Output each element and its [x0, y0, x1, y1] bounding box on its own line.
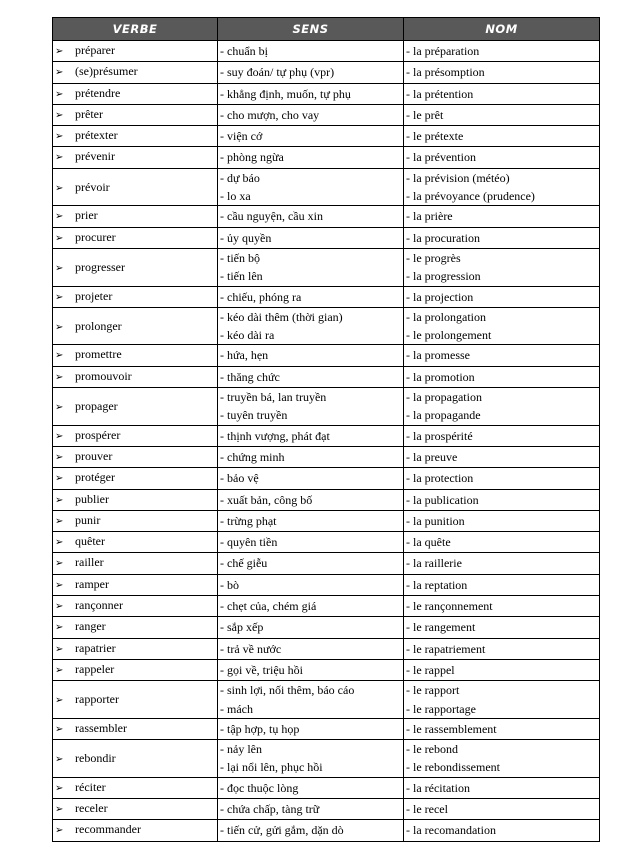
nom-cell [404, 468, 600, 489]
nom-line: - la quête [406, 535, 451, 550]
verb-text: préparer [75, 43, 115, 57]
verb-cell [53, 227, 218, 248]
nom-cell [404, 425, 600, 446]
verb-cell [53, 617, 218, 638]
verb-cell [53, 553, 218, 574]
nom-line: - le rebondissement [406, 760, 500, 775]
verb-cell [53, 345, 218, 366]
nom-cell [404, 718, 600, 739]
verb-text: prospérer [75, 427, 121, 442]
verb-text: recommander [75, 822, 141, 837]
verb-cell [53, 798, 218, 819]
nom-line: - la publication [406, 492, 479, 507]
sens-cell [218, 147, 404, 168]
verb-text: ranger [75, 619, 106, 634]
sens-line: - trừng phạt [220, 513, 277, 528]
table-row [53, 168, 600, 206]
verb-text: rançonner [75, 598, 123, 613]
table-row [53, 62, 600, 83]
sens-cell [218, 638, 404, 659]
nom-line: - la récitation [406, 780, 470, 795]
sens-line: - dự báo [220, 170, 260, 185]
nom-line: - la présomption [406, 65, 485, 80]
nom-cell [404, 681, 600, 719]
table-row [53, 83, 600, 104]
sens-line: - chế giễu [220, 556, 268, 571]
table-row [53, 307, 600, 345]
arrow-bullet-icon: ➢ [55, 291, 64, 303]
verb-text: procurer [75, 229, 116, 244]
verb-text: protéger [75, 470, 115, 485]
verb-cell [53, 681, 218, 719]
table-row [53, 574, 600, 595]
sens-line: - quyên tiền [220, 535, 278, 550]
nom-line: - le recel [406, 801, 448, 816]
arrow-bullet-icon: ➢ [55, 537, 64, 549]
arrow-bullet-icon: ➢ [55, 579, 64, 591]
table-row [53, 718, 600, 739]
nom-cell [404, 227, 600, 248]
table-row [53, 147, 600, 168]
table-row [53, 388, 600, 426]
table-row [53, 446, 600, 467]
nom-line: - la prévoyance (prudence) [406, 189, 535, 204]
nom-cell [404, 777, 600, 798]
nom-cell [404, 798, 600, 819]
sens-line: - tiến lên [220, 269, 263, 284]
table-row [53, 617, 600, 638]
nom-line: - la preuve [406, 449, 458, 464]
arrow-bullet-icon: ➢ [55, 152, 64, 164]
nom-cell [404, 248, 600, 286]
nom-line: - la propagande [406, 408, 481, 423]
nom-cell [404, 638, 600, 659]
table-row [53, 468, 600, 489]
sens-line: - hứa, hẹn [220, 348, 269, 363]
nom-line: - le progrès [406, 250, 461, 265]
verb-text: rebondir [75, 750, 116, 765]
nom-line: - la préparation [406, 44, 480, 58]
table-row [53, 286, 600, 307]
nom-cell [404, 553, 600, 574]
sens-cell [218, 659, 404, 680]
verb-text: rassembler [75, 720, 127, 735]
nom-line: - la protection [406, 471, 474, 486]
verb-cell [53, 62, 218, 83]
table-row [53, 126, 600, 147]
arrow-bullet-icon: ➢ [55, 46, 64, 57]
nom-cell [404, 62, 600, 83]
sens-line: - chứng minh [220, 449, 285, 464]
sens-line: - chuẩn bị [220, 44, 268, 58]
sens-line: - xuất bản, công bố [220, 492, 313, 507]
nom-cell [404, 104, 600, 125]
sens-cell [218, 62, 404, 83]
sens-line: - truyền bá, lan truyền [220, 390, 327, 405]
table-header-row [53, 18, 600, 41]
nom-line: - le prétexte [406, 129, 464, 144]
sens-line: - tiến cử, gửi gắm, dặn dò [220, 823, 344, 838]
nom-cell [404, 83, 600, 104]
table-row [53, 596, 600, 617]
sens-cell [218, 681, 404, 719]
nom-line: - la promesse [406, 348, 470, 363]
sens-line: - mách [220, 701, 253, 716]
table-row [53, 425, 600, 446]
sens-cell [218, 718, 404, 739]
verb-cell [53, 366, 218, 387]
nom-cell [404, 740, 600, 778]
table-row [53, 206, 600, 227]
verb-text: réciter [75, 779, 106, 794]
sens-line: - cho mượn, cho vay [220, 107, 320, 122]
nom-line: - la recomandation [406, 823, 496, 838]
arrow-bullet-icon: ➢ [55, 232, 64, 244]
nom-cell [404, 659, 600, 680]
sens-cell [218, 286, 404, 307]
arrow-bullet-icon: ➢ [55, 109, 64, 121]
verb-cell [53, 820, 218, 841]
verb-text: prouver [75, 448, 113, 463]
sens-line: - khẳng định, muốn, tự phụ [220, 86, 351, 101]
sens-cell [218, 446, 404, 467]
sens-line: - tập hợp, tụ họp [220, 721, 300, 736]
arrow-bullet-icon: ➢ [55, 664, 64, 676]
verb-cell [53, 468, 218, 489]
nom-cell [404, 168, 600, 206]
verb-cell [53, 206, 218, 227]
nom-line: - le rapportage [406, 701, 476, 716]
nom-line: - la promotion [406, 369, 475, 384]
nom-line: - la procuration [406, 230, 480, 245]
table-row [53, 510, 600, 531]
nom-cell [404, 446, 600, 467]
verb-cell [53, 388, 218, 426]
sens-cell [218, 168, 404, 206]
sens-cell [218, 596, 404, 617]
sens-cell [218, 798, 404, 819]
table-row [53, 227, 600, 248]
nom-cell [404, 345, 600, 366]
sens-line: - chứa chấp, tàng trữ [220, 801, 320, 816]
verb-cell [53, 489, 218, 510]
verb-text: prétexter [75, 128, 118, 143]
sens-cell [218, 248, 404, 286]
verb-cell [53, 532, 218, 553]
verb-text: promettre [75, 347, 122, 362]
nom-line: - la prolongation [406, 309, 486, 324]
sens-cell [218, 617, 404, 638]
table-row [53, 638, 600, 659]
arrow-bullet-icon: ➢ [55, 67, 64, 79]
verb-cell [53, 777, 218, 798]
table-row [53, 820, 600, 841]
arrow-bullet-icon: ➢ [55, 430, 64, 442]
nom-line: - le rangement [406, 620, 476, 635]
verb-text: punir [75, 512, 101, 527]
arrow-bullet-icon: ➢ [55, 131, 64, 143]
nom-line: - la prière [406, 209, 453, 224]
table-row [53, 798, 600, 819]
verb-cell [53, 168, 218, 206]
sens-line: - viện cớ [220, 129, 263, 144]
verb-cell [53, 446, 218, 467]
nom-line: - le prêt [406, 107, 444, 122]
verb-text: propager [75, 398, 118, 413]
nom-line: - la raillerie [406, 556, 462, 571]
arrow-bullet-icon: ➢ [55, 182, 64, 194]
sens-cell [218, 388, 404, 426]
arrow-bullet-icon: ➢ [55, 695, 64, 706]
verb-text: rapatrier [75, 640, 116, 655]
nom-line: - la prospérité [406, 428, 473, 443]
nom-line: - le rapatriement [406, 641, 486, 656]
sens-line: - trả về nước [220, 641, 282, 656]
nom-line: - la reptation [406, 577, 468, 592]
sens-line: - tiến bộ [220, 250, 260, 265]
nom-cell [404, 574, 600, 595]
nom-line: - la projection [406, 289, 474, 304]
sens-line: - thăng chức [220, 369, 280, 384]
nom-line: - le rapport [406, 683, 460, 698]
verb-cell [53, 659, 218, 680]
arrow-bullet-icon: ➢ [55, 451, 64, 463]
sens-line: - bảo vệ [220, 471, 259, 486]
verb-text: publier [75, 491, 109, 506]
verb-cell [53, 718, 218, 739]
arrow-bullet-icon: ➢ [55, 723, 64, 735]
header-nom: NOM [404, 18, 600, 41]
nom-line: - la punition [406, 513, 465, 528]
sens-line: - cầu nguyện, cầu xin [220, 209, 323, 224]
sens-cell [218, 227, 404, 248]
nom-cell [404, 206, 600, 227]
sens-line: - sinh lợi, nối thêm, báo cáo [220, 683, 355, 698]
verb-text: railler [75, 555, 104, 570]
verb-cell [53, 510, 218, 531]
nom-line: - le rebond [406, 742, 458, 757]
sens-cell [218, 777, 404, 798]
nom-cell [404, 126, 600, 147]
arrow-bullet-icon: ➢ [55, 88, 64, 100]
nom-line: - la prévision (météo) [406, 170, 510, 185]
sens-line: - gọi về, triệu hồi [220, 662, 303, 677]
arrow-bullet-icon: ➢ [55, 211, 64, 223]
nom-cell [404, 532, 600, 553]
arrow-bullet-icon: ➢ [55, 321, 64, 333]
verb-text: rapporter [75, 692, 119, 706]
verb-text: projeter [75, 288, 113, 303]
nom-line: - la prévention [406, 150, 476, 165]
sens-cell [218, 366, 404, 387]
table-row [53, 681, 600, 719]
arrow-bullet-icon: ➢ [55, 558, 64, 570]
table-row [53, 248, 600, 286]
arrow-bullet-icon: ➢ [55, 782, 64, 794]
nom-cell [404, 820, 600, 841]
table-row [53, 777, 600, 798]
sens-cell [218, 510, 404, 531]
sens-line: - suy đoán/ tự phụ (vpr) [220, 65, 335, 80]
nom-cell [404, 41, 600, 62]
nom-cell [404, 147, 600, 168]
verb-cell [53, 41, 218, 62]
header-sens: SENS [218, 18, 404, 41]
sens-line: - kéo dài ra [220, 328, 275, 343]
sens-line: - chẹt của, chém giá [220, 599, 317, 614]
nom-line: - la propagation [406, 390, 482, 405]
sens-cell [218, 468, 404, 489]
verb-cell [53, 425, 218, 446]
sens-cell [218, 307, 404, 345]
verb-cell [53, 740, 218, 778]
nom-line: - le rançonnement [406, 599, 493, 614]
sens-cell [218, 206, 404, 227]
sens-cell [218, 574, 404, 595]
nom-line: - la progression [406, 269, 481, 284]
sens-line: - lo xa [220, 189, 251, 204]
sens-line: - thịnh vượng, phát đạt [220, 428, 330, 443]
arrow-bullet-icon: ➢ [55, 371, 64, 383]
verb-text: prévoir [75, 179, 110, 194]
sens-line: - tuyên truyền [220, 408, 288, 423]
verb-cell [53, 104, 218, 125]
table-row [53, 41, 600, 62]
nom-cell [404, 510, 600, 531]
verb-cell [53, 307, 218, 345]
table-row [53, 489, 600, 510]
verb-text: progresser [75, 259, 125, 274]
verb-cell [53, 83, 218, 104]
sens-line: - đọc thuộc lòng [220, 780, 299, 795]
nom-cell [404, 286, 600, 307]
table-row [53, 553, 600, 574]
nom-cell [404, 388, 600, 426]
sens-cell [218, 41, 404, 62]
verb-text: prier [75, 208, 98, 223]
arrow-bullet-icon: ➢ [55, 622, 64, 634]
table-row [53, 345, 600, 366]
sens-cell [218, 553, 404, 574]
sens-cell [218, 126, 404, 147]
verb-text: prêter [75, 106, 103, 121]
nom-cell [404, 617, 600, 638]
nom-cell [404, 366, 600, 387]
table-row [53, 366, 600, 387]
sens-cell [218, 345, 404, 366]
verb-cell [53, 286, 218, 307]
arrow-bullet-icon: ➢ [55, 350, 64, 362]
arrow-bullet-icon: ➢ [55, 515, 64, 527]
nom-line: - le rappel [406, 662, 455, 677]
nom-line: - le rassemblement [406, 721, 497, 736]
nom-cell [404, 489, 600, 510]
arrow-bullet-icon: ➢ [55, 753, 64, 765]
sens-line: - bò [220, 577, 239, 592]
verb-text: prétendre [75, 85, 121, 100]
verb-text: ramper [75, 576, 109, 591]
table-body [53, 41, 600, 842]
nom-cell [404, 596, 600, 617]
arrow-bullet-icon: ➢ [55, 494, 64, 506]
sens-cell [218, 425, 404, 446]
table-row [53, 104, 600, 125]
verb-text: promouvoir [75, 368, 132, 383]
sens-line: - sắp xếp [220, 620, 264, 635]
table-row [53, 740, 600, 778]
verb-cell [53, 126, 218, 147]
sens-line: - lại nổi lên, phục hồi [220, 760, 323, 775]
arrow-bullet-icon: ➢ [55, 601, 64, 613]
sens-cell [218, 489, 404, 510]
sens-cell [218, 740, 404, 778]
verb-cell [53, 596, 218, 617]
nom-line: - le prolongement [406, 328, 492, 343]
sens-line: - chiếu, phóng ra [220, 289, 302, 304]
verb-text: prévenir [75, 149, 115, 164]
arrow-bullet-icon: ➢ [55, 825, 64, 837]
verb-cell [53, 638, 218, 659]
verb-text: (se)présumer [75, 64, 138, 79]
sens-cell [218, 104, 404, 125]
verb-text: receler [75, 800, 108, 815]
verb-cell [53, 147, 218, 168]
arrow-bullet-icon: ➢ [55, 803, 64, 815]
verb-text: quêter [75, 534, 105, 549]
sens-line: - kéo dài thêm (thời gian) [220, 309, 343, 324]
table-row [53, 532, 600, 553]
sens-line: - ủy quyền [220, 230, 272, 245]
vocabulary-table [52, 17, 600, 842]
sens-line: - phòng ngừa [220, 150, 284, 165]
table-row [53, 659, 600, 680]
sens-cell [218, 83, 404, 104]
header-verbe: VERBE [53, 18, 218, 41]
arrow-bullet-icon: ➢ [55, 643, 64, 655]
sens-cell [218, 532, 404, 553]
sens-cell [218, 820, 404, 841]
nom-line: - la prétention [406, 86, 474, 101]
arrow-bullet-icon: ➢ [55, 401, 64, 413]
sens-line: - nảy lên [220, 742, 262, 757]
arrow-bullet-icon: ➢ [55, 262, 64, 274]
verb-text: prolonger [75, 318, 122, 333]
nom-cell [404, 307, 600, 345]
verb-cell [53, 248, 218, 286]
arrow-bullet-icon: ➢ [55, 473, 64, 485]
verb-text: rappeler [75, 661, 115, 676]
verb-cell [53, 574, 218, 595]
